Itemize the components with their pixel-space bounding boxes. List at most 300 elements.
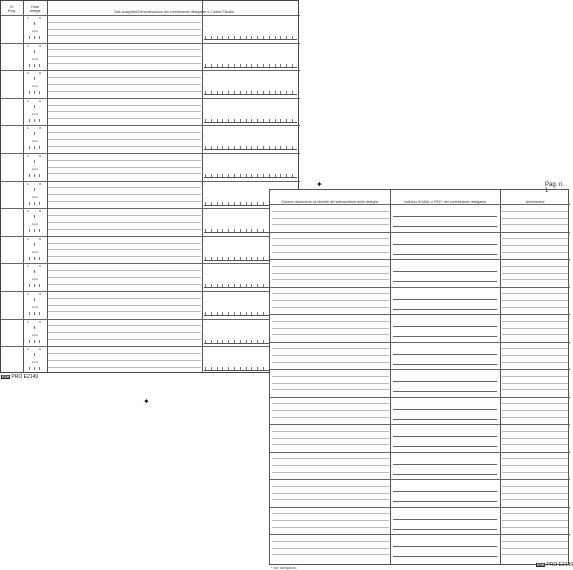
pec-line bbox=[393, 309, 497, 310]
tax-code-tick bbox=[211, 367, 212, 370]
tax-code-tick bbox=[269, 174, 270, 177]
tax-code-tick bbox=[257, 367, 258, 370]
tax-code-tick bbox=[257, 174, 258, 177]
document-line bbox=[272, 273, 389, 274]
date-tick bbox=[34, 91, 35, 94]
tax-code-tick bbox=[263, 91, 264, 94]
tax-code-tick bbox=[263, 284, 264, 287]
tax-code-tick bbox=[228, 146, 229, 149]
name-line bbox=[48, 332, 201, 333]
name-line bbox=[48, 201, 201, 202]
date-tick bbox=[34, 312, 35, 315]
date-tick bbox=[34, 215, 35, 218]
notes-line bbox=[502, 493, 568, 494]
notes-line bbox=[502, 431, 568, 432]
date-tick bbox=[29, 174, 30, 177]
day-label: G bbox=[27, 17, 30, 20]
row-divider bbox=[270, 204, 570, 205]
name-line bbox=[48, 367, 201, 368]
tax-code-tick bbox=[205, 202, 206, 205]
tax-code-tick bbox=[251, 119, 252, 122]
registration-cross-icon: ✦ bbox=[143, 397, 150, 406]
tax-code-tick bbox=[217, 36, 218, 39]
pec-line bbox=[393, 501, 497, 502]
tax-code-tick bbox=[246, 174, 247, 177]
notes-line bbox=[502, 348, 568, 349]
tax-code-tick bbox=[251, 64, 252, 67]
document-line bbox=[272, 307, 389, 308]
pec-line bbox=[393, 226, 497, 227]
date-tick bbox=[34, 284, 35, 287]
document-line bbox=[272, 300, 389, 301]
tax-code-tick bbox=[257, 119, 258, 122]
tax-code-tick bbox=[228, 367, 229, 370]
year-label: Anno bbox=[32, 306, 39, 309]
name-line bbox=[48, 222, 201, 223]
row-divider bbox=[1, 291, 300, 292]
tax-code-tick bbox=[217, 312, 218, 315]
tax-code-tick bbox=[211, 146, 212, 149]
tax-code-tick bbox=[292, 174, 293, 177]
tax-code-tick bbox=[228, 64, 229, 67]
date-tick bbox=[29, 367, 30, 370]
date-tick bbox=[34, 270, 35, 273]
tax-code-tick bbox=[234, 367, 235, 370]
tax-code-tick bbox=[251, 257, 252, 260]
tax-code-tick bbox=[228, 257, 229, 260]
email-line bbox=[393, 354, 497, 355]
notes-line bbox=[502, 499, 568, 500]
tax-code-tick bbox=[240, 174, 241, 177]
notes-line bbox=[502, 273, 568, 274]
name-line bbox=[48, 339, 201, 340]
tax-code-tick bbox=[234, 36, 235, 39]
document-line bbox=[272, 334, 389, 335]
tax-code-tick bbox=[275, 119, 276, 122]
tax-code-tick bbox=[217, 64, 218, 67]
col-header-delegation-date: Data delega bbox=[29, 5, 41, 14]
date-tick bbox=[39, 340, 40, 343]
document-line bbox=[272, 348, 389, 349]
notes-line bbox=[502, 486, 568, 487]
tax-code-tick bbox=[263, 146, 264, 149]
year-label: Anno bbox=[32, 250, 39, 254]
year-label: Anno bbox=[32, 112, 39, 116]
document-line bbox=[272, 321, 389, 322]
tax-code-tick bbox=[222, 64, 223, 67]
notes-line bbox=[502, 472, 568, 473]
row-divider bbox=[270, 452, 570, 453]
tax-code-tick bbox=[228, 36, 229, 39]
notes-line bbox=[502, 410, 568, 411]
tax-code-tick bbox=[205, 91, 206, 94]
row-divider bbox=[1, 346, 300, 347]
notes-line bbox=[502, 362, 568, 363]
name-line bbox=[48, 29, 201, 30]
notes-line bbox=[502, 389, 568, 390]
tax-code-tick bbox=[211, 229, 212, 232]
row-divider bbox=[1, 319, 300, 320]
date-tick bbox=[39, 64, 40, 67]
document-line bbox=[272, 293, 389, 294]
pec-line bbox=[393, 254, 497, 255]
name-line bbox=[48, 132, 201, 133]
tax-code-tick bbox=[228, 340, 229, 343]
name-line bbox=[48, 49, 201, 50]
document-line bbox=[272, 513, 389, 514]
month-label: M bbox=[39, 265, 42, 269]
pec-line bbox=[393, 419, 497, 420]
pec-line bbox=[393, 474, 497, 475]
date-tick bbox=[39, 367, 40, 370]
tax-code-tick bbox=[205, 257, 206, 260]
tax-code-tick bbox=[217, 284, 218, 287]
column-divider bbox=[500, 190, 501, 564]
date-tick bbox=[29, 36, 30, 39]
document-line bbox=[272, 403, 389, 404]
tax-code-tick bbox=[217, 91, 218, 94]
tax-code-tick bbox=[263, 64, 264, 67]
tax-code-tick bbox=[205, 367, 206, 370]
day-label: G bbox=[27, 237, 30, 241]
row-divider bbox=[270, 259, 570, 260]
name-line bbox=[48, 91, 201, 92]
document-line bbox=[272, 355, 389, 356]
name-line bbox=[48, 249, 201, 250]
document-line bbox=[272, 266, 389, 267]
name-line bbox=[48, 146, 201, 147]
date-tick bbox=[34, 50, 35, 53]
document-line bbox=[272, 548, 389, 549]
date-tick bbox=[34, 340, 35, 343]
date-tick bbox=[34, 36, 35, 39]
day-label: G bbox=[27, 320, 30, 324]
date-tick bbox=[29, 64, 30, 67]
document-line bbox=[272, 520, 389, 521]
notes-line bbox=[502, 383, 568, 384]
document-line bbox=[272, 224, 389, 225]
pec-line bbox=[393, 281, 497, 282]
document-line bbox=[272, 499, 389, 500]
row-divider bbox=[1, 43, 300, 44]
tax-code-tick bbox=[240, 257, 241, 260]
email-line bbox=[393, 299, 497, 300]
document-line bbox=[272, 417, 389, 418]
tax-code-tick bbox=[205, 64, 206, 67]
tax-code-tick bbox=[257, 229, 258, 232]
tax-code-tick bbox=[263, 36, 264, 39]
tax-code-tick bbox=[275, 36, 276, 39]
tax-code-tick bbox=[257, 284, 258, 287]
notes-line bbox=[502, 554, 568, 555]
column-divider bbox=[202, 1, 203, 372]
tax-code-tick bbox=[211, 174, 212, 177]
tax-code-baseline bbox=[204, 149, 297, 150]
tax-code-tick bbox=[228, 91, 229, 94]
row-divider bbox=[270, 397, 570, 398]
tax-code-tick bbox=[257, 91, 258, 94]
tax-code-tick bbox=[222, 36, 223, 39]
tax-code-tick bbox=[251, 146, 252, 149]
month-label: M bbox=[39, 17, 42, 20]
tax-code-tick bbox=[234, 119, 235, 122]
month-label: M bbox=[39, 348, 42, 352]
date-tick bbox=[34, 229, 35, 232]
email-line bbox=[393, 491, 497, 492]
right-footer bbox=[536, 562, 573, 568]
date-tick bbox=[39, 229, 40, 232]
month-label: M bbox=[39, 155, 42, 158]
day-label: G bbox=[27, 348, 30, 352]
tax-code-tick bbox=[275, 146, 276, 149]
tax-code-tick bbox=[205, 119, 206, 122]
right-register-sheet bbox=[269, 189, 569, 565]
row-divider bbox=[270, 424, 570, 425]
col-header-taxpayer-data: Dati anagrafici/Denominazione del contribuente delegante e Codice Fiscale bbox=[114, 10, 234, 14]
name-line bbox=[48, 139, 201, 140]
row-divider bbox=[270, 479, 570, 480]
notes-line bbox=[502, 376, 568, 377]
tax-code-tick bbox=[234, 202, 235, 205]
notes-line bbox=[502, 458, 568, 459]
date-tick bbox=[39, 119, 40, 122]
tax-code-tick bbox=[217, 229, 218, 232]
row-divider bbox=[1, 15, 300, 16]
tax-code-tick bbox=[246, 340, 247, 343]
tax-code-tick bbox=[251, 174, 252, 177]
month-label: M bbox=[39, 99, 42, 103]
tax-code-tick bbox=[240, 36, 241, 39]
document-line bbox=[272, 245, 389, 246]
notes-line bbox=[502, 328, 568, 329]
tax-code-tick bbox=[217, 174, 218, 177]
notes-line bbox=[502, 355, 568, 356]
tax-code-tick bbox=[286, 174, 287, 177]
registration-cross-icon: ✦ bbox=[316, 180, 323, 189]
tax-code-tick bbox=[286, 36, 287, 39]
tax-code-baseline bbox=[204, 67, 297, 68]
tax-code-tick bbox=[263, 257, 264, 260]
notes-line bbox=[502, 266, 568, 267]
tax-code-tick bbox=[257, 64, 258, 67]
date-tick bbox=[34, 257, 35, 260]
pec-line bbox=[393, 364, 497, 365]
tax-code-tick bbox=[263, 174, 264, 177]
tax-code-tick bbox=[275, 91, 276, 94]
year-label: Anno bbox=[32, 278, 39, 282]
date-tick bbox=[39, 284, 40, 287]
tax-code-tick bbox=[240, 284, 241, 287]
date-tick bbox=[39, 174, 40, 177]
left-register-sheet bbox=[0, 0, 299, 373]
month-label: M bbox=[39, 320, 42, 324]
tax-code-tick bbox=[251, 229, 252, 232]
tax-code-tick bbox=[211, 64, 212, 67]
year-label: Anno bbox=[32, 361, 39, 365]
email-line bbox=[393, 546, 497, 547]
month-label: M bbox=[39, 182, 42, 186]
tax-code-tick bbox=[286, 146, 287, 149]
document-line bbox=[272, 252, 389, 253]
tax-code-tick bbox=[280, 91, 281, 94]
document-line bbox=[272, 444, 389, 445]
date-tick bbox=[34, 367, 35, 370]
tax-code-tick bbox=[251, 367, 252, 370]
tax-code-tick bbox=[211, 36, 212, 39]
day-label: G bbox=[27, 265, 30, 269]
name-line bbox=[48, 353, 201, 354]
tax-code-tick bbox=[286, 91, 287, 94]
tax-code-tick bbox=[234, 146, 235, 149]
row-divider bbox=[270, 369, 570, 370]
date-tick bbox=[39, 257, 40, 260]
date-tick bbox=[34, 105, 35, 108]
tax-code-tick bbox=[217, 202, 218, 205]
tax-code-tick bbox=[234, 284, 235, 287]
name-line bbox=[48, 325, 201, 326]
document-line bbox=[272, 438, 389, 439]
document-line bbox=[272, 472, 389, 473]
document-line bbox=[272, 410, 389, 411]
name-line bbox=[48, 229, 201, 230]
tax-code-tick bbox=[240, 146, 241, 149]
name-line bbox=[48, 105, 201, 106]
name-line bbox=[48, 22, 201, 23]
year-label: Anno bbox=[32, 57, 39, 61]
tax-code-tick bbox=[251, 284, 252, 287]
document-line bbox=[272, 458, 389, 459]
name-line bbox=[48, 284, 201, 285]
name-line bbox=[48, 243, 201, 244]
name-line bbox=[48, 56, 201, 57]
tax-code-tick bbox=[217, 146, 218, 149]
tax-code-tick bbox=[222, 340, 223, 343]
tax-code-tick bbox=[205, 229, 206, 232]
date-tick bbox=[34, 298, 35, 301]
document-line bbox=[272, 431, 389, 432]
tax-code-tick bbox=[286, 119, 287, 122]
tax-code-tick bbox=[240, 340, 241, 343]
tax-code-tick bbox=[246, 257, 247, 260]
tax-code-tick bbox=[217, 367, 218, 370]
name-line bbox=[48, 360, 201, 361]
row-divider bbox=[270, 507, 570, 508]
notes-line bbox=[502, 417, 568, 418]
month-label: M bbox=[39, 210, 42, 214]
notes-line bbox=[502, 403, 568, 404]
tax-code-tick bbox=[228, 229, 229, 232]
tax-code-tick bbox=[269, 119, 270, 122]
date-tick bbox=[39, 91, 40, 94]
col-header-notes: Annotazioni bbox=[525, 200, 545, 204]
tax-code-tick bbox=[280, 36, 281, 39]
form-code: PRO E2149 bbox=[546, 562, 573, 568]
tax-code-tick bbox=[205, 36, 206, 39]
name-line bbox=[48, 298, 201, 299]
pec-line bbox=[393, 556, 497, 557]
tax-code-tick bbox=[280, 146, 281, 149]
tax-code-tick bbox=[246, 367, 247, 370]
col-header-email-pec: Indirizzo di MAIL e PEC* del contribuente delegante bbox=[403, 200, 487, 204]
tax-code-tick bbox=[257, 257, 258, 260]
tax-code-tick bbox=[211, 340, 212, 343]
document-line bbox=[272, 493, 389, 494]
document-line bbox=[272, 389, 389, 390]
date-tick bbox=[34, 188, 35, 191]
tax-code-tick bbox=[205, 146, 206, 149]
tax-code-tick bbox=[292, 119, 293, 122]
name-line bbox=[48, 35, 201, 36]
tax-code-tick bbox=[234, 340, 235, 343]
tax-code-tick bbox=[280, 119, 281, 122]
tax-code-baseline bbox=[204, 39, 297, 40]
row-divider bbox=[1, 125, 300, 126]
tax-code-tick bbox=[240, 91, 241, 94]
tax-code-tick bbox=[240, 119, 241, 122]
date-tick bbox=[34, 64, 35, 67]
tax-code-tick bbox=[234, 229, 235, 232]
notes-line bbox=[502, 548, 568, 549]
date-tick bbox=[34, 132, 35, 135]
date-tick bbox=[34, 202, 35, 205]
tax-code-tick bbox=[251, 36, 252, 39]
tax-code-tick bbox=[257, 146, 258, 149]
row-divider bbox=[270, 287, 570, 288]
document-line bbox=[272, 383, 389, 384]
pec-line bbox=[393, 391, 497, 392]
day-label: G bbox=[27, 210, 30, 214]
row-divider bbox=[270, 232, 570, 233]
tax-code-tick bbox=[240, 229, 241, 232]
tax-code-tick bbox=[263, 312, 264, 315]
row-divider bbox=[1, 181, 300, 182]
tax-code-tick bbox=[257, 340, 258, 343]
name-line bbox=[48, 167, 201, 168]
tax-code-baseline bbox=[204, 94, 297, 95]
email-line bbox=[393, 409, 497, 410]
tax-code-tick bbox=[269, 36, 270, 39]
name-line bbox=[48, 311, 201, 312]
tax-code-tick bbox=[222, 367, 223, 370]
date-tick bbox=[29, 257, 30, 260]
email-line bbox=[393, 244, 497, 245]
name-line bbox=[48, 63, 201, 64]
tax-code-tick bbox=[263, 367, 264, 370]
pec-line bbox=[393, 529, 497, 530]
date-tick bbox=[29, 340, 30, 343]
tax-code-baseline bbox=[204, 177, 297, 178]
tax-code-tick bbox=[222, 119, 223, 122]
email-line bbox=[393, 436, 497, 437]
row-divider bbox=[270, 314, 570, 315]
tax-code-tick bbox=[292, 36, 293, 39]
tax-code-tick bbox=[234, 312, 235, 315]
column-divider bbox=[23, 1, 24, 372]
date-tick bbox=[34, 326, 35, 329]
tax-code-tick bbox=[234, 64, 235, 67]
tax-code-tick bbox=[246, 119, 247, 122]
tax-code-tick bbox=[280, 174, 281, 177]
month-label: M bbox=[39, 237, 42, 241]
tax-code-tick bbox=[269, 91, 270, 94]
date-tick bbox=[34, 119, 35, 122]
document-line bbox=[272, 376, 389, 377]
tax-code-tick bbox=[246, 146, 247, 149]
left-footer bbox=[1, 374, 38, 380]
tax-code-tick bbox=[257, 202, 258, 205]
notes-line bbox=[502, 293, 568, 294]
notes-line bbox=[502, 279, 568, 280]
